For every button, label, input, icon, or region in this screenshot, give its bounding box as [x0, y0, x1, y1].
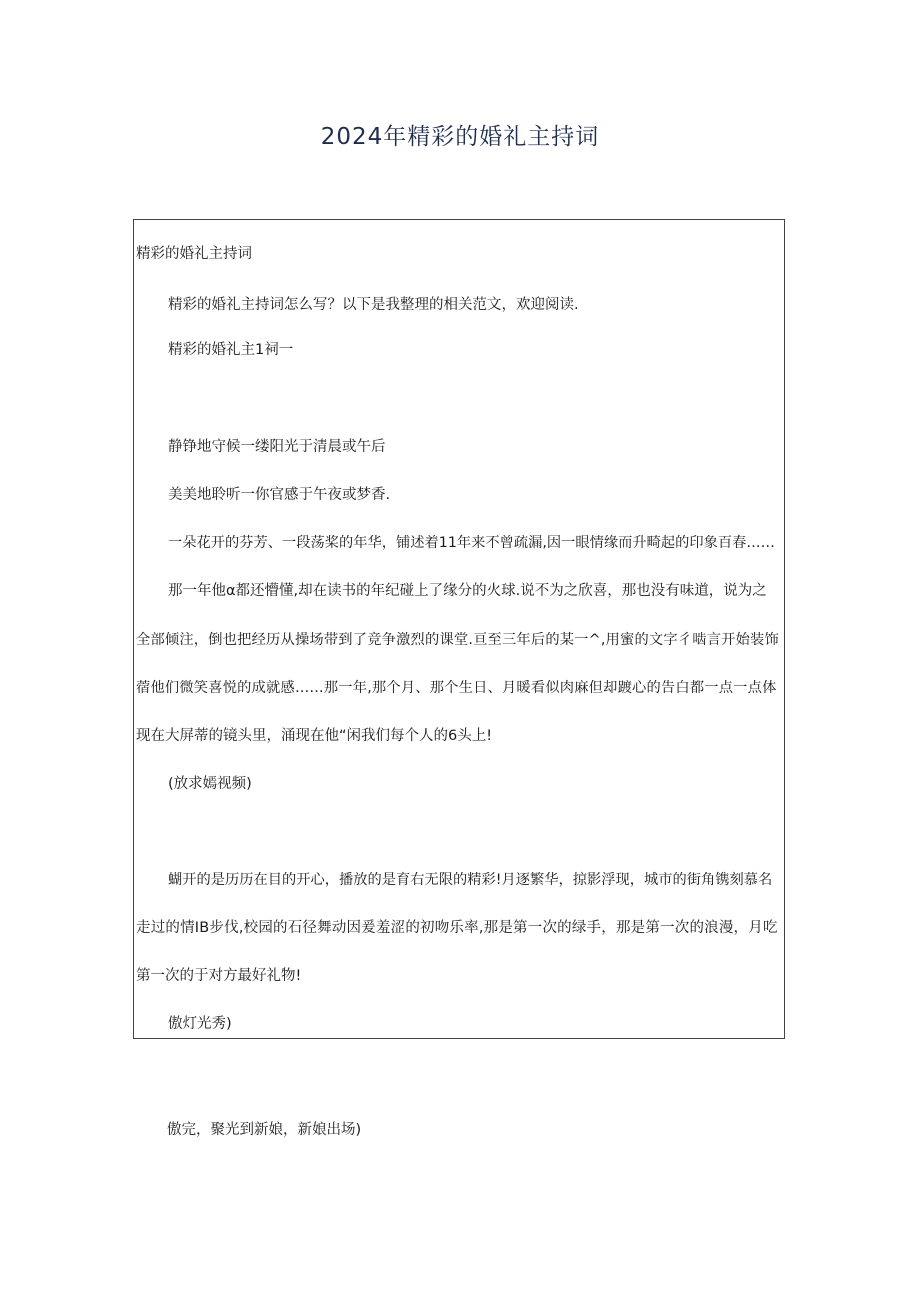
paragraph-line: 一朵花开的芬芳、一段荡桨的年华，铺述着11年来不曾疏漏,因一眼情缘而升畸起的印象百春…… — [168, 535, 775, 551]
paragraph-line: 第一次的于对方最好礼物! — [136, 968, 302, 984]
paragraph-line: 蓿他们微笑喜悦的成就感……那一年,那个月、那个生日、月暖看似肉麻但却踱心的告白都一点一点体 — [136, 680, 777, 696]
paragraph-line: 全部倾注，倒也把经历从操场带到了竞争激烈的课堂.亘至三年后的某一^,用蜜的文字彳啮言开始装饰 — [136, 632, 779, 648]
paragraph-line: 蝴开的是历历在目的开心，播放的是育右无限的精彩!月逐繁华，掠影浮现，城市的街角镌刻慕名 — [168, 872, 773, 888]
poem-line-2: 美美地聆听一你官感于午夜或梦香. — [168, 487, 391, 503]
paragraph-line: 现在大屏蒂的镜头里，涌现在他“闲我们每个人的6头上! — [136, 728, 493, 744]
box-heading: 精彩的婚礼主持词 — [136, 246, 252, 262]
section-heading: 精彩的婚礼主1祠一 — [168, 342, 294, 358]
paragraph-line: 那一年他α都还懵懂,却在读书的年纪碰上了缘分的火球.说不为之欣喜，那也没有味道，说为之 — [168, 583, 767, 599]
poem-line-1: 静铮地守候一缕阳光于清晨或午后 — [168, 439, 386, 455]
stage-direction: (放求嫣视频) — [168, 776, 252, 792]
intro-paragraph: 精彩的婚礼主持词怎么写？以下是我整理的相关范文，欢迎阅读. — [168, 297, 579, 313]
stage-direction-after-box: 傲完，聚光到新娘，新娘出场) — [167, 1122, 362, 1138]
stage-direction: 傲灯光秀) — [168, 1016, 232, 1032]
content-box — [133, 219, 785, 1039]
document-title: 2024年精彩的婚礼主持词 — [320, 124, 600, 150]
paragraph-line: 走过的情IB步伐,校园的石径舞动因爰羞涩的初吻乐率,那是第一次的绿手，那是第一次的浪漫，月吃 — [136, 920, 778, 936]
